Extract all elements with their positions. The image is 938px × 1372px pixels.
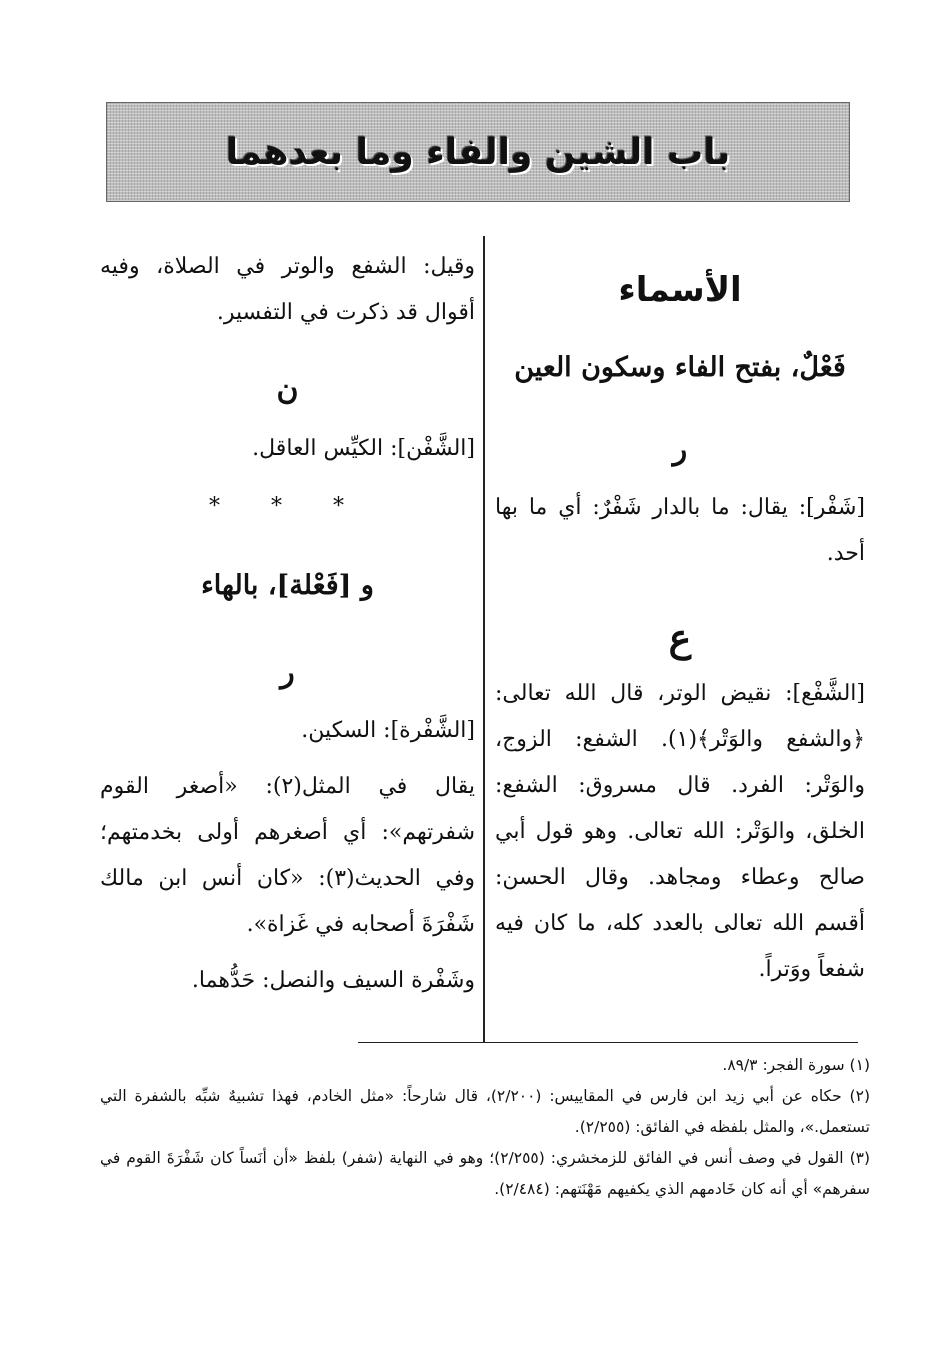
letter-heading-r: ر (672, 432, 688, 467)
footnote-rule (358, 1042, 858, 1043)
pattern-heading-fala: و [فَعْلة]، بالهاء (201, 570, 374, 601)
entry-qil: وقيل: الشفع والوتر في الصلاة، وفيه أقوال قد ذكرت في التفسير. (100, 254, 475, 325)
footnote-3: (٣) القول في وصف أنس في الفائق للزمخشري: (٢/٢٥٥)؛ وهو في النهاية (شفر) بلفظ «أن أنَساً كان شَفْرَةَ القوم في سفرهم» أي أنه كان خَادمهم الذي يكفيهم مَهْنَتهم: (٢/٤٨٤). (100, 1149, 871, 1198)
chapter-title: باب الشين والفاء وما بعدهما (225, 131, 731, 173)
entry-mathal: يقال في المثل(٢): «أصغر القوم شفرتهم»: أي أصغرهم أولى بخدمتهم؛ وفي الحديث(٣): «كان أنس ابن مالك شَفْرَةَ أصحابه في غَزاة». (100, 774, 476, 937)
letter-heading-r-2: ر (280, 655, 295, 690)
entry-shaf: [الشَّفْع]: نقيض الوتر، قال الله تعالى: ﴿والشفع والوَتْر﴾(١). الشفع: الزوج، والوَتْر: الفرد. قال مسروق: الشفع: الخلق، والوَتْر: الله تعالى. وهو قول أبي صالح وعطاء ومجاهد. وقال الحسن: أقسم الله تعالى بالعدد كله، ما كان فيه شفعاً ووَتراً. (495, 681, 865, 982)
pattern-heading: فَعْلٌ، بفتح الفاء وسكون العين (514, 352, 846, 383)
entry-shafra: [الشَّفْرة]: السكين. (301, 718, 475, 743)
letter-heading-ain: ع (668, 615, 692, 660)
entry-sayf: وشَفْرة السيف والنصل: حَدُّهما. (191, 968, 475, 993)
footnote-1: (١) سورة الفجر: ٨٩/٣. (722, 1056, 870, 1074)
footnote-2: (٢) حكاه عن أبي زيد ابن فارس في المقاييس: (٢/٢٠٠)، قال شارحاً: «مثل الخادم، فهذا تشبيهٌ شبِّه بالشفرة التي تستعمل.»، والمثل بلفظه في الفائق: (٢/٢٥٥). (100, 1087, 870, 1136)
separator-stars: * * * (209, 494, 366, 519)
letter-heading-nun: ن (276, 372, 299, 407)
chapter-banner (106, 102, 850, 202)
entry-shafn: [الشَّفْن]: الكيِّس العاقل. (252, 436, 475, 461)
section-heading: الأسماء (618, 270, 742, 310)
entry-shafr: [شَفْر]: يقال: ما بالدار شَفْرٌ: أي ما بها أحد. (495, 495, 865, 566)
footnotes (100, 1050, 870, 1205)
column-divider (483, 236, 485, 1042)
